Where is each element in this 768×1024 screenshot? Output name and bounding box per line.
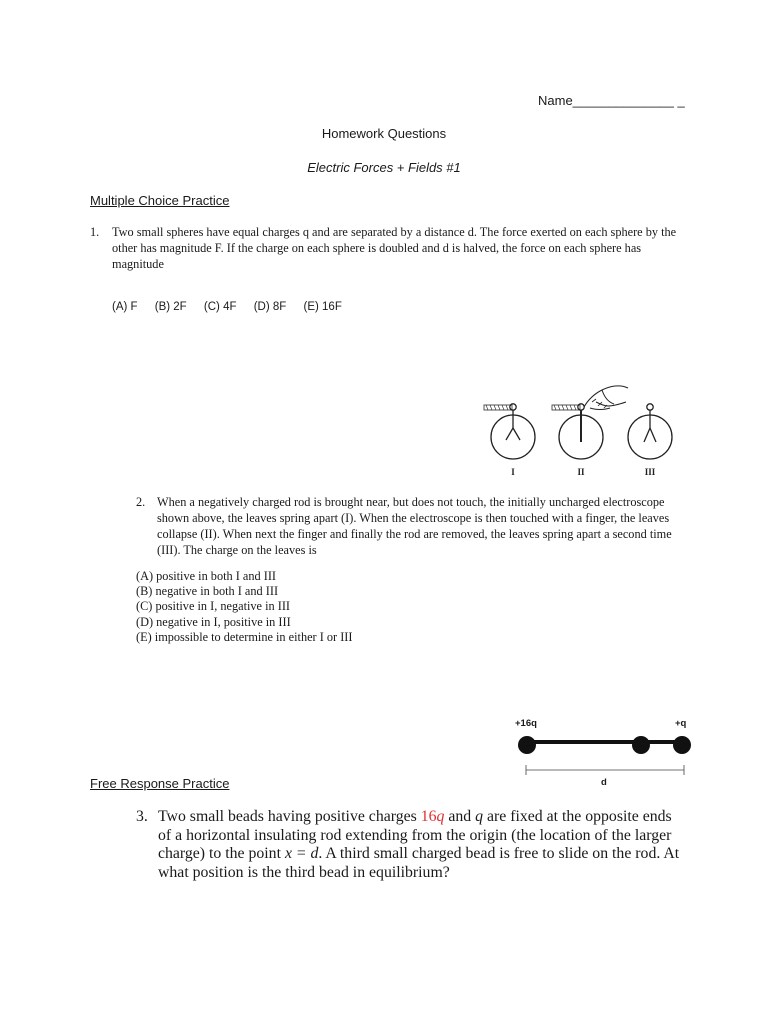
rod-label-left: +16q <box>515 718 537 729</box>
question-number: 3. <box>136 808 148 825</box>
choice-c: (C) 4F <box>203 301 237 313</box>
electroscope-label-1: I <box>511 467 515 477</box>
electroscope-label-3: III <box>644 467 656 477</box>
electroscope-2 <box>552 386 628 459</box>
page-title: Homework Questions <box>321 126 447 141</box>
choice-b: (B) negative in both I and III <box>136 584 279 599</box>
question-3 <box>136 808 681 882</box>
electroscope-1 <box>484 404 535 459</box>
question-2-choices <box>136 569 353 645</box>
name-line: Name______________ _ <box>538 93 685 108</box>
question-number: 1. <box>90 225 100 239</box>
question-text: Two small beads having positive charges 16q and q are fixed at the opposite ends of a horizontal insulating rod extending from the origin (the location of the larger charge) to the point x = d. A third small charged bead is free to slide on the rod. At what position is the third bead in equilibrium? <box>158 808 680 881</box>
question-1 <box>90 224 690 272</box>
rod-label-right: +q <box>675 718 687 729</box>
choice-b: (B) 2F <box>154 301 187 313</box>
question-1-choices <box>112 301 356 313</box>
bead-free <box>632 736 650 754</box>
choice-a: (A) positive in both I and III <box>136 569 277 583</box>
page-subtitle: Electric Forces + Fields #1 <box>307 160 461 175</box>
section-heading-multiple-choice: Multiple Choice Practice <box>90 193 230 208</box>
section-heading-free-response: Free Response Practice <box>90 776 230 791</box>
question-text: When a negatively charged rod is brought near, but does not touch, the initially uncharged electroscope shown above, the leaves spring apart (I). When the electroscope is then touched with a finger, the leaves collapse (II). When next the finger and finally the rod are removed, the leaves spring apart a second time (III). The charge on the leaves is <box>157 495 672 557</box>
question-2 <box>136 494 681 558</box>
electroscope-figure <box>478 380 688 480</box>
choice-e: (E) 16F <box>303 301 342 313</box>
rod-distance-label: d <box>601 777 607 788</box>
highlighted-charge: 16q <box>420 808 445 825</box>
choice-d: (D) negative in I, positive in III <box>136 614 291 629</box>
bead-large-charge <box>518 736 536 754</box>
choice-c: (C) positive in I, negative in III <box>136 599 291 614</box>
choice-d: (D) 8F <box>253 301 287 313</box>
choice-a: (A) F <box>112 301 138 313</box>
bead-small-charge <box>673 736 691 754</box>
question-text: Two small spheres have equal charges q and are separated by a distance d. The force exerted on each sphere by the other has magnitude F. If the charge on each sphere is doubled and d is halved, the force on each sphere has magnitude <box>112 225 677 271</box>
electroscope-3 <box>628 404 672 459</box>
choice-e: (E) impossible to determine in either I or III <box>136 629 353 644</box>
question-number: 2. <box>136 495 146 509</box>
electroscope-label-2: II <box>577 467 585 477</box>
